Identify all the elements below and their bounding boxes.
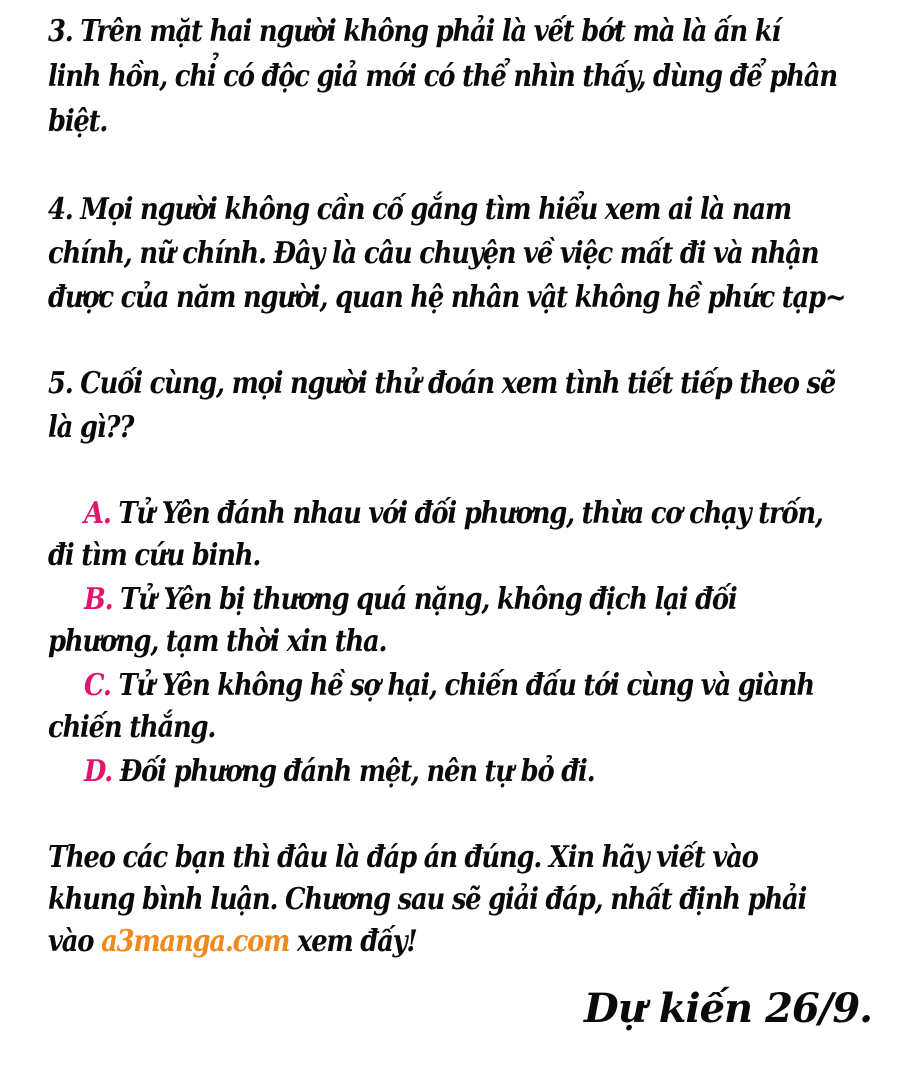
closing-prefix: vào — [48, 924, 102, 959]
closing-line-3 — [48, 922, 417, 962]
closing-line-2: khung bình luận. Chương sau sẽ giải đáp, nhất định phải — [48, 882, 807, 917]
note-3-line-2: linh hồn, chỉ có độc giả mới có thể nhìn thấy, dùng để phân — [48, 59, 837, 94]
option-a — [84, 494, 823, 534]
option-c — [84, 666, 814, 706]
note-4-line-1: 4. Mọi người không cần cố gắng tìm hiểu xem ai là nam — [48, 192, 791, 227]
option-c-text: Tử Yên không hề sợ hại, chiến đấu tới cùng và giành — [110, 668, 814, 703]
option-d — [84, 752, 594, 792]
option-a-continuation: đi tìm cứu binh. — [48, 538, 261, 573]
note-4-line-2: chính, nữ chính. Đây là câu chuyện về việc mất đi và nhận — [48, 236, 819, 271]
closing-line-1: Theo các bạn thì đâu là đáp án đúng. Xin hãy viết vào — [48, 840, 758, 875]
option-b-continuation: phương, tạm thời xin tha. — [48, 624, 387, 659]
option-a-text: Tử Yên đánh nhau với đối phương, thừa cơ chạy trốn, — [110, 496, 823, 531]
release-date: Dự kiến 26/9. — [584, 985, 873, 1032]
option-a-letter: A. — [84, 496, 111, 531]
option-b-letter: B. — [84, 582, 113, 617]
option-b-text: Tử Yên bị thương quá nặng, không địch lại đối — [112, 582, 737, 617]
note-5-line-2: là gì?? — [48, 410, 134, 445]
option-c-letter: C. — [84, 668, 111, 703]
closing-suffix: xem đấy! — [289, 924, 417, 959]
site-link[interactable]: a3manga.com — [101, 924, 290, 959]
option-c-continuation: chiến thắng. — [48, 710, 216, 745]
note-5-line-1: 5. Cuối cùng, mọi người thử đoán xem tình tiết tiếp theo sẽ — [48, 366, 836, 401]
note-4-line-3: được của năm người, quan hệ nhân vật không hề phức tạp~ — [48, 280, 846, 315]
option-d-letter: D. — [84, 754, 113, 789]
note-3-line-3: biệt. — [48, 104, 108, 139]
option-d-text: Đối phương đánh mệt, nên tự bỏ đi. — [112, 754, 595, 789]
note-3-line-1: 3. Trên mặt hai người không phải là vết bớt mà là ấn kí — [48, 14, 780, 49]
option-b — [84, 580, 737, 620]
